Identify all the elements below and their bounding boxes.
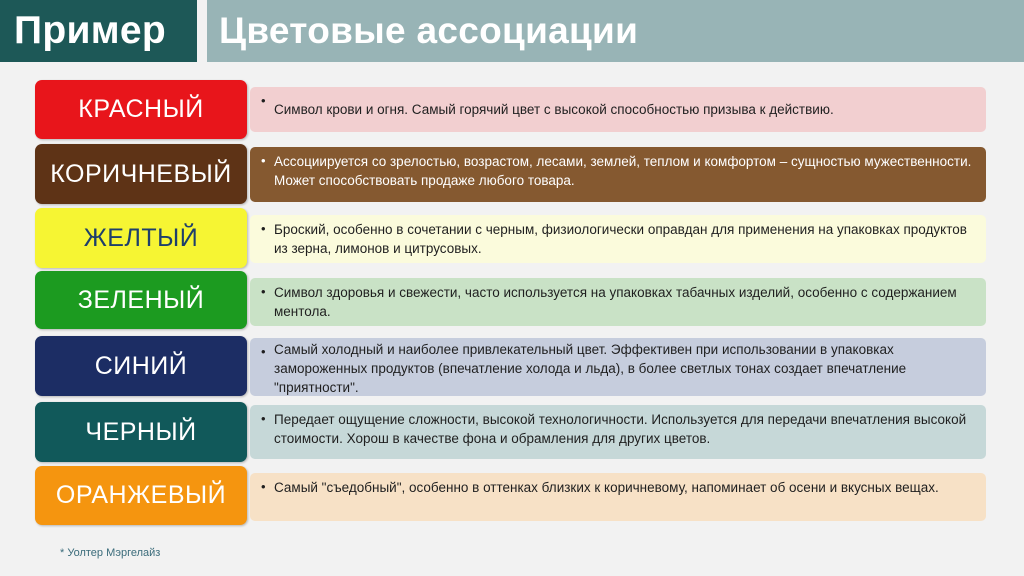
color-description-orange: • Самый "съедобный", особенно в оттенках близких к коричневому, напоминает об осени и вкусных вещах. (250, 473, 986, 521)
color-label-blue: СИНИЙ (35, 336, 247, 396)
slide-title: Цветовые ассоциации (207, 0, 1024, 62)
color-description-yellow: • Броский, особенно в сочетании с черным, физиологически оправдан для применения на упаковках продуктов из зерна, лимонов и цитрусовых. (250, 215, 986, 263)
color-description-black: • Передает ощущение сложности, высокой технологичности. Используется для передачи впечатления высокой стоимости. Хорош в качестве фона и обрамления для других цветов. (250, 405, 986, 459)
color-label-brown: КОРИЧНЕВЫЙ (35, 144, 247, 204)
color-description-green: • Символ здоровья и свежести, часто используется на упаковках табачных изделий, особенно с содержанием ментола. (250, 278, 986, 326)
color-description-red: • Символ крови и огня. Самый горячий цвет с высокой способностью призыва к действию. (250, 87, 986, 132)
color-label-orange: ОРАНЖЕВЫЙ (35, 466, 247, 525)
color-description-blue: • Самый холодный и наиболее привлекательный цвет. Эффективен при использовании в упаковках замороженных продуктов (впечатление холода и льда), в более светлых тонах создает впечатление "приятности". (250, 338, 986, 396)
footnote: * Уолтер Мэргелайз (60, 547, 161, 559)
color-description-brown: • Ассоциируется со зрелостью, возрастом, лесами, землей, теплом и комфортом – сущностью мужественности. Может способствовать продаже любого товара. (250, 147, 986, 202)
color-label-red: КРАСНЫЙ (35, 80, 247, 139)
color-label-yellow: ЖЕЛТЫЙ (35, 208, 247, 268)
color-label-black: ЧЕРНЫЙ (35, 402, 247, 462)
slide-label: Пример (0, 0, 197, 62)
color-label-green: ЗЕЛЕНЫЙ (35, 271, 247, 329)
